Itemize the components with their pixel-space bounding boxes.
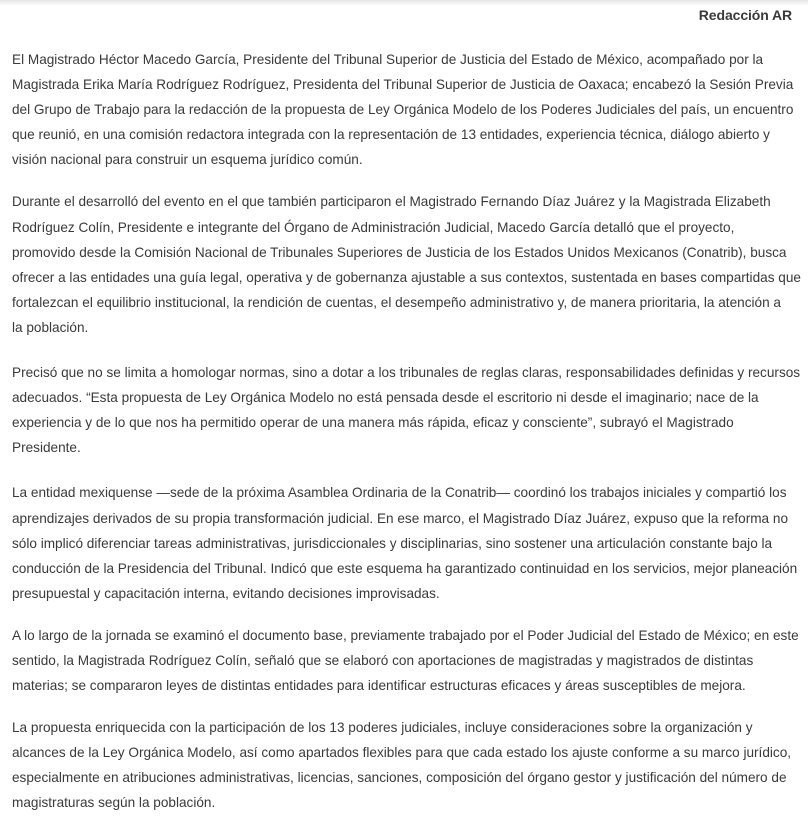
paragraph-line: Durante el desarrolló del evento en el que también participaron el Magistrado Fernando Díaz Juárez y la Magistrada Elizabeth xyxy=(12,194,771,210)
paragraph-line: que reunió, en una comisión redactora integrada con la representación de 13 entidades, experiencia técnica, diálogo abierto y xyxy=(12,127,770,143)
paragraph-line: Magistrada Erika María Rodríguez Rodríguez, Presidenta del Tribunal Superior de Justicia de Oaxaca; encabezó la Sesión Previa xyxy=(12,77,794,93)
paragraph-line: experiencia y de lo que nos ha permitido operar de una manera más rápida, eficaz y consciente”, subrayó el Magistrado xyxy=(12,415,734,431)
paragraph-line: materias; se compararon leyes de distintas entidades para identificar estructuras eficaces y áreas susceptibles de mejora. xyxy=(12,678,746,694)
paragraph-line: Rodríguez Colín, Presidente e integrante del Órgano de Administración Judicial, Macedo García detalló que el proyecto, xyxy=(12,219,735,235)
paragraph-line: sólo implicó diferenciar tareas administrativas, jurisdiccionales y disciplinarias, sino sostener una articulación constante bajo la xyxy=(12,535,773,551)
paragraph-line: promovido desde la Comisión Nacional de Tribunales Superiores de Justicia de los Estados Unidos Mexicanos (Conatrib), busca xyxy=(12,244,787,260)
paragraph-line: Precisó que no se limita a homologar normas, sino a dotar a los tribunales de reglas claras, responsabilidades definidas y recursos xyxy=(12,365,801,381)
article-body xyxy=(12,47,802,833)
paragraph-2 xyxy=(12,189,802,340)
paragraph-line: ofrecer a las entidades una guía legal, operativa y de gobernanza ajustable a sus contextos, sustentada en bases compartidas que xyxy=(12,269,801,285)
paragraph-line: la población. xyxy=(12,319,89,335)
paragraph-line: La entidad mexiquense —sede de la próxima Asamblea Ordinaria de la Conatrib— coordinó los trabajos iniciales y compartió los xyxy=(12,485,787,501)
paragraph-line: sentido, la Magistrada Rodríguez Colín, señaló que se elaboró con aportaciones de magistradas y magistrados de distintas xyxy=(12,652,754,668)
paragraph-line: del Grupo de Trabajo para la redacción de la propuesta de Ley Orgánica Modelo de los Poderes Judiciales del país, un encuentro xyxy=(12,102,794,118)
paragraph-3 xyxy=(12,360,802,460)
paragraph-line: adecuados. “Esta propuesta de Ley Orgánica Modelo no está pensada desde el escritorio ni desde el imaginario; nace de la xyxy=(12,390,759,406)
paragraph-line: presupuestal y capacitación interna, evitando decisiones improvisadas. xyxy=(12,585,440,601)
paragraph-5 xyxy=(12,623,802,698)
paragraph-line: La propuesta enriquecida con la participación de los 13 poderes judiciales, incluye consideraciones sobre la organización y xyxy=(12,720,753,736)
paragraph-line: magistraturas según la población. xyxy=(12,795,216,811)
paragraph-1 xyxy=(12,47,802,172)
paragraph-line: especialmente en atribuciones administrativas, licencias, sanciones, composición del órgano gestor y justificación del número de xyxy=(12,770,787,786)
paragraph-line: aprendizajes derivados de su propia transformación judicial. En ese marco, el Magistrado Díaz Juárez, expuso que la reforma no xyxy=(12,510,789,526)
header-shadow xyxy=(0,0,808,6)
paragraph-line: conducción de la Presidencia del Tribunal. Indicó que este esquema ha garantizado continuidad en los servicios, mejor planeación xyxy=(12,560,798,576)
paragraph-line: El Magistrado Héctor Macedo García, Presidente del Tribunal Superior de Justicia del Estado de México, acompañado por la xyxy=(12,52,764,67)
paragraph-4 xyxy=(12,480,802,605)
paragraph-line: visión nacional para construir un esquema jurídico común. xyxy=(12,152,363,168)
paragraph-line: A lo largo de la jornada se examinó el documento base, previamente trabajado por el Poder Judicial del Estado de México; en este xyxy=(12,627,799,643)
paragraph-line: Presidente. xyxy=(12,440,81,456)
paragraph-6 xyxy=(12,715,802,815)
paragraph-line: alcances de la Ley Orgánica Modelo, así como apartados flexibles para que cada estado los ajuste conforme a su marco jurídico, xyxy=(12,745,792,761)
byline-author: Redacción AR xyxy=(698,7,792,23)
paragraph-line: fortalezcan el equilibrio institucional, la rendición de cuentas, el desempeño administrativo y, de manera prioritaria, la atención a xyxy=(12,294,781,310)
